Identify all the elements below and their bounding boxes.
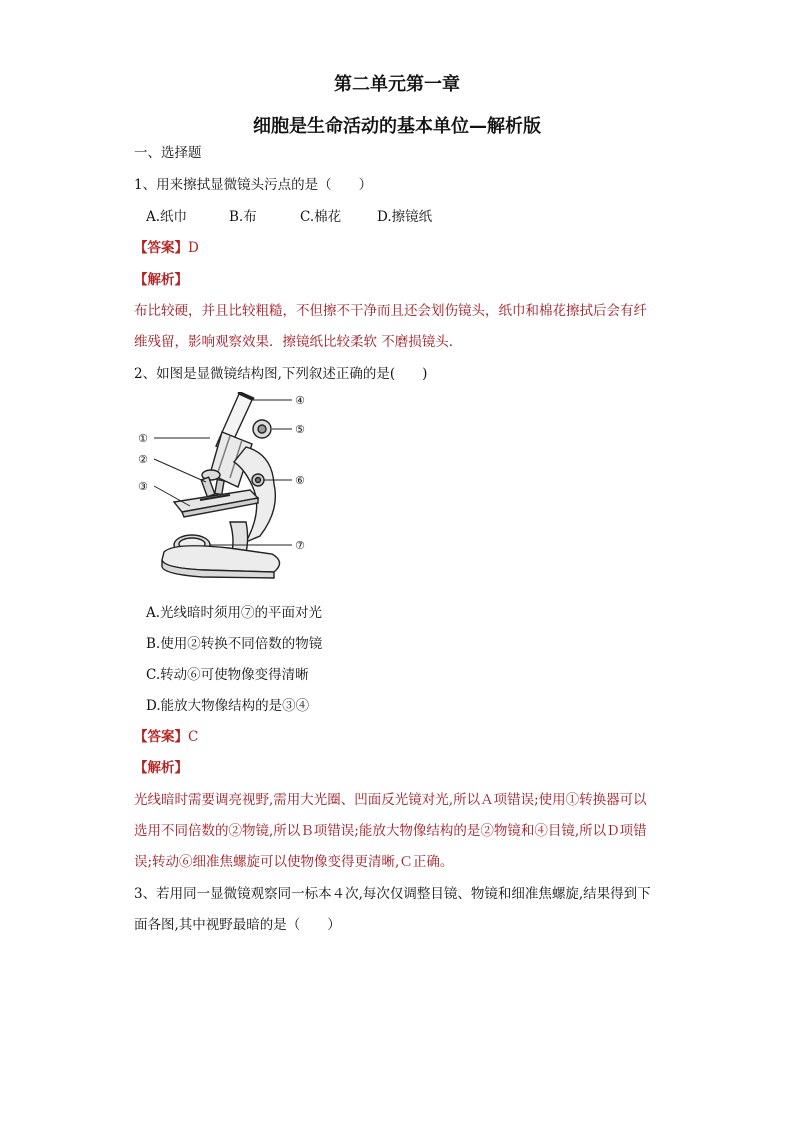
label-2: ② xyxy=(138,453,148,466)
document-title: 第二单元第一章 xyxy=(334,74,460,95)
question-1-analysis-label: 【解析】 xyxy=(134,272,188,288)
question-2-option-c: C.转动⑥可使物像变得清晰 xyxy=(146,667,309,683)
question-3-stem-line-2: 面各图,其中视野最暗的是（ ） xyxy=(134,917,341,933)
question-1-analysis-line-2: 维残留，影响观察效果．擦镜纸比较柔软 不磨损镜头． xyxy=(134,334,463,350)
question-1-option-d: D.擦镜纸 xyxy=(377,209,433,225)
label-7: ⑦ xyxy=(295,539,305,552)
question-3-stem-line-1: 3、若用同一显微镜观察同一标本４次,每次仅调整目镜、物镜和细准焦螺旋,结果得到下 xyxy=(134,886,651,902)
question-2-option-d: D.能放大物像结构的是③④ xyxy=(146,698,310,714)
question-1-option-b: B.布 xyxy=(229,209,257,225)
answer-label: 【答案】 xyxy=(134,729,188,745)
label-1: ① xyxy=(138,432,148,445)
question-1-analysis-line-1: 布比较硬，并且比较粗糙，不但擦不干净而且还会划伤镜头，纸巾和棉花擦拭后会有纤 xyxy=(134,303,647,319)
question-2-option-a: A.光线暗时须用⑦的平面对光 xyxy=(146,605,323,621)
question-1-option-c: C.棉花 xyxy=(300,209,342,225)
question-2-analysis-line-2: 选用不同倍数的②物镜,所以Ｂ项错误;能放大物像结构的是②物镜和④目镜,所以Ｄ项错 xyxy=(134,823,647,839)
document-subtitle: 细胞是生命活动的基本单位—解析版 xyxy=(253,116,541,137)
question-2-answer xyxy=(134,727,198,747)
answer-value: C xyxy=(188,729,199,745)
label-3: ③ xyxy=(138,480,148,493)
question-1-option-a: A.纸巾 xyxy=(146,209,188,225)
question-2-option-b: B.使用②转换不同倍数的物镜 xyxy=(146,636,323,652)
question-2-stem: 2、如图是显微镜结构图,下列叙述正确的是( ) xyxy=(134,366,428,382)
question-2-analysis-line-3: 误;转动⑥细准焦螺旋可以使物像变得更清晰,Ｃ正确。 xyxy=(134,854,454,870)
label-6: ⑥ xyxy=(295,474,305,487)
section-heading: 一、选择题 xyxy=(134,145,202,161)
question-2-analysis-label: 【解析】 xyxy=(134,760,188,776)
answer-value: D xyxy=(188,240,199,256)
question-2-analysis-line-1: 光线暗时需要调亮视野,需用大光圈、凹面反光镜对光,所以Ａ项错误;使用①转换器可以 xyxy=(134,792,647,808)
question-1-answer xyxy=(134,238,199,258)
label-4: ④ xyxy=(295,394,305,407)
answer-label: 【答案】 xyxy=(134,240,188,256)
microscope-diagram xyxy=(134,392,314,582)
label-5: ⑤ xyxy=(295,423,305,436)
question-1-stem: 1、用来擦拭显微镜头污点的是（ ） xyxy=(134,177,373,193)
